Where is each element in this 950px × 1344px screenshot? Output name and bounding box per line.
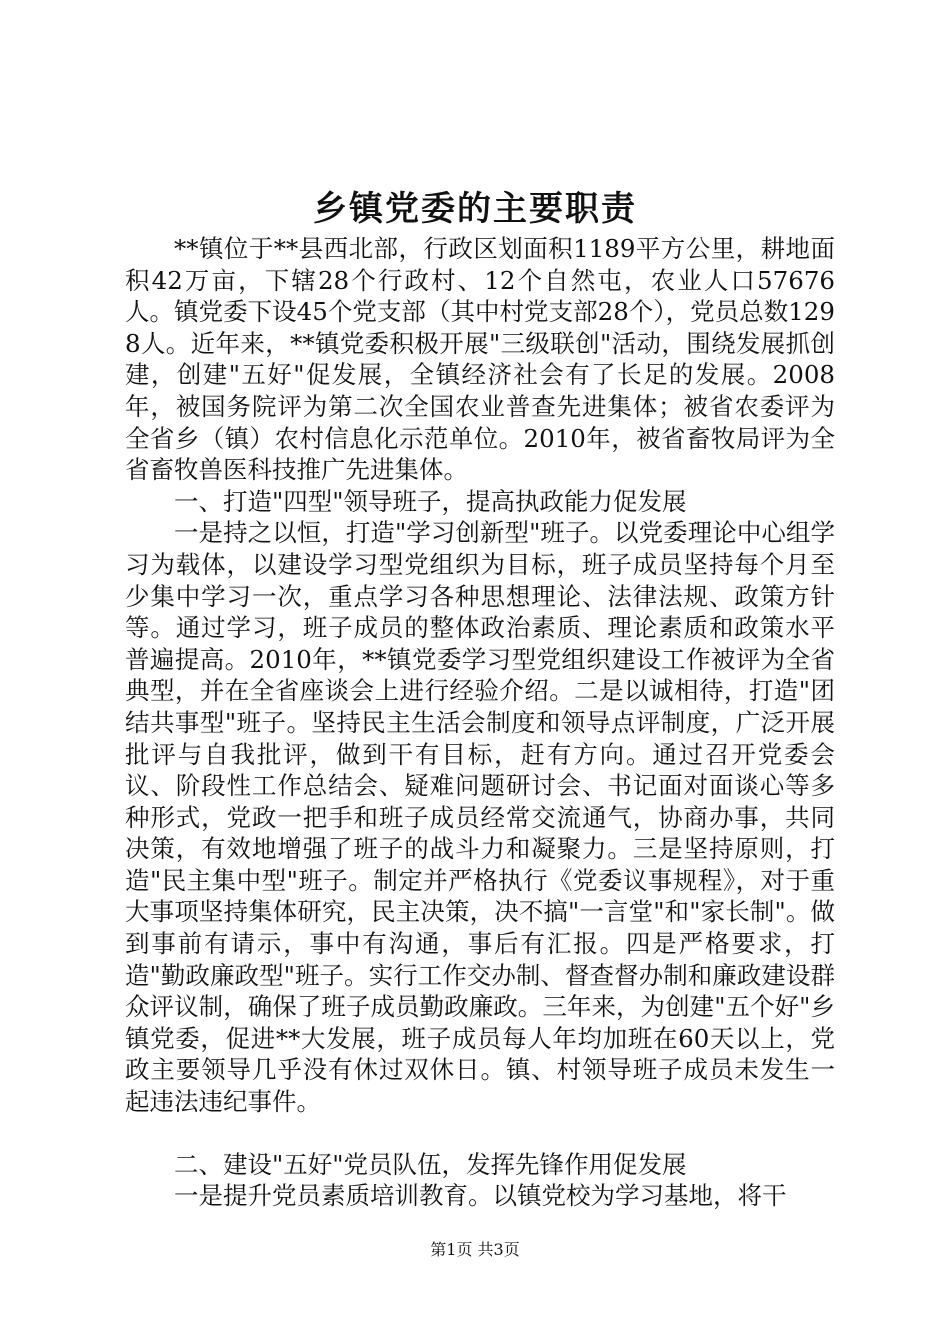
section-1-heading: 一、打造"四型"领导班子，提高执政能力促发展 [174, 486, 687, 516]
section-2-heading: 二、建设"五好"党员队伍，发挥先锋作用促发展 [174, 1149, 687, 1179]
page-footer: 第1页 共3页 [430, 1240, 520, 1259]
section-1-paragraph: 一是持之以恒，打造"学习创新型"班子。以党委理论中心组学习为载体，以建设学习型党组织为目标，班子成员坚持每个月至少集中学习一次，重点学习各种思想理论、法律法规、政策方针等。通过学习，班子成员的整体政治素质、理论素质和政策水平普遍提高。2010年，**镇党委学习型党组织建设工作被评为全省典型，并在全省座谈会上进行经验介绍。二是以诚相待，打造"团结共事型"班子。坚持民主生活会制度和领导点评制度，广泛开展批评与自我批评，做到干有目标，赶有方向。通过召开党委会议、阶段性工作总结会、疑难问题研讨会、书记面对面谈心等多种形式，党政一把手和班子成员经常交流通气，协商办事，共同决策，有效地增强了班子的战斗力和凝聚力。三是坚持原则，打造"民主集中型"班子。制定并严格执行《党委议事规程》，对于重大事项坚持集体研究，民主决策，决不搞"一言堂"和"家长制"。做到事前有请示，事中有沟通，事后有汇报。四是严格要求，打造"勤政廉政型"班子。实行工作交办制、督查督办制和廉政建设群众评议制，确保了班子成员勤政廉政。三年来，为创建"五个好"乡镇党委，促进**大发展，班子成员每人年均加班在60天以上，党政主要领导几乎没有休过双休日。镇、村领导班子成员未发生一起违法违纪事件。 [125, 518, 835, 1117]
section-2-paragraph: 一是提升党员素质培训教育。以镇党校为学习基地，将干 [174, 1181, 787, 1211]
document-body [125, 233, 835, 1212]
intro-paragraph: **镇位于**县西北部，行政区划面积1189平方公里，耕地面积42万亩，下辖28个行政村、12个自然屯，农业人口57676人。镇党委下设45个党支部（其中村党支部28个），党员总数1298人。近年来，**镇党委积极开展"三级联创"活动，围绕发展抓创建，创建"五好"促发展，全镇经济社会有了长足的发展。2008年，被国务院评为第二次全国农业普查先进集体；被省农委评为全省乡（镇）农村信息化示范单位。2010年，被省畜牧局评为全省畜牧兽医科技推广先进集体。 [125, 234, 835, 485]
document-title: 乡镇党委的主要职责 [313, 189, 637, 229]
